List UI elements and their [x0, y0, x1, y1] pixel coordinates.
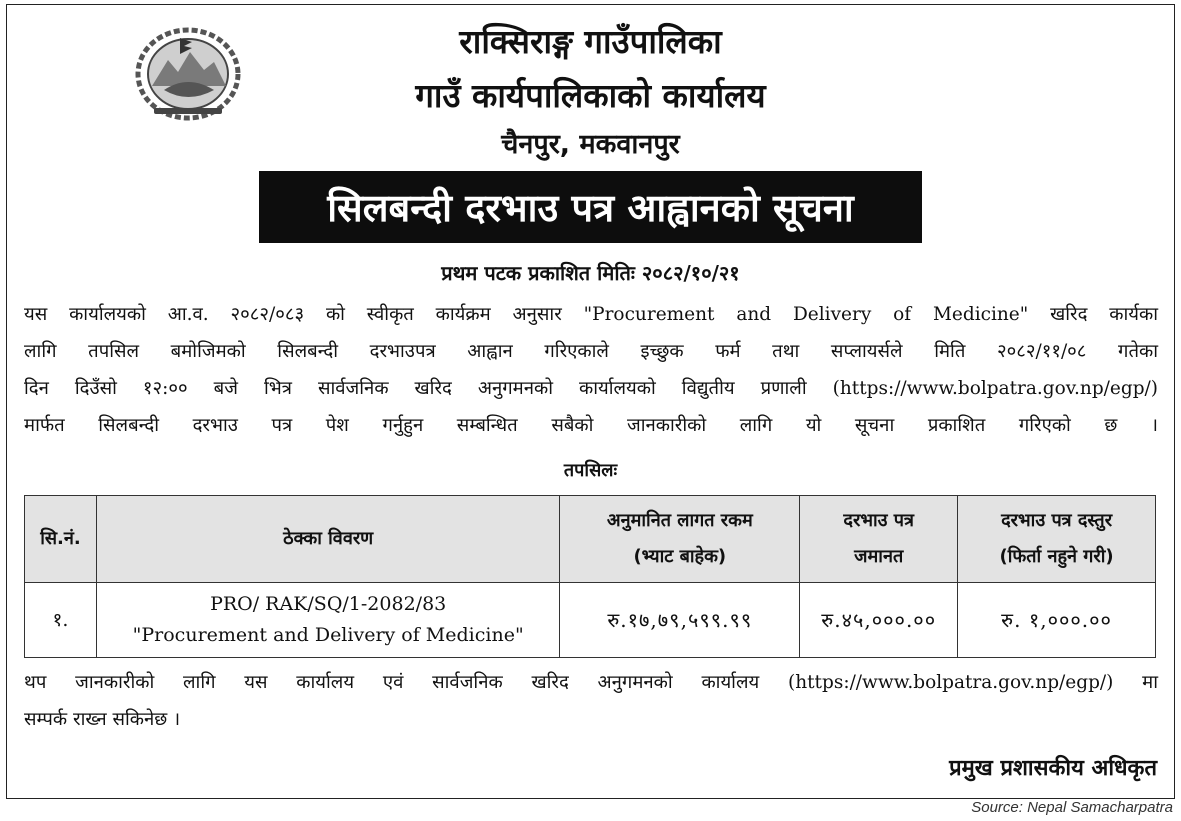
cell-bid-bond: रु.४५,०००.००	[800, 583, 958, 658]
cell-estimated-cost: रु.१७,७९,५९९.९९	[560, 583, 800, 658]
office-name: गाउँ कार्यपालिकाको कार्यालय	[415, 76, 766, 115]
intro-line: दिन दिउँसो १२:०० बजे भित्र सार्वजनिक खरिद अनुगमनको कार्यालयको विद्युतीय प्रणाली (https://www.bolpatra.gov.np/egp/)	[24, 378, 1158, 399]
contract-code: PRO/ RAK/SQ/1-2082/83	[210, 593, 447, 615]
contract-title: "Procurement and Delivery of Medicine"	[132, 624, 524, 646]
cell-sn: १.	[25, 583, 97, 658]
intro-line: यस कार्यालयको आ.व. २०८२/०८३ को स्वीकृत कार्यक्रम अनुसार "Procurement and Delivery of Medicine" खरिद कार्यका	[24, 304, 1158, 325]
footer-paragraph	[24, 664, 1158, 738]
cell-description	[96, 583, 559, 658]
publish-date: प्रथम पटक प्रकाशित मितिः २०८२/१०/२१	[441, 261, 740, 285]
header-bid-fee	[958, 496, 1156, 583]
signatory-title: प्रमुख प्रशासकीय अधिकृत	[949, 756, 1157, 781]
header-fee-line1: दरभाउ पत्र दस्तुर	[1001, 510, 1113, 531]
office-address: चैनपुर, मकवानपुर	[501, 129, 680, 160]
source-credit: Source: Nepal Samacharpatra	[971, 799, 1173, 816]
intro-paragraph	[24, 296, 1158, 444]
notice-title: सिलबन्दी दरभाउ पत्र आह्वानको सूचना	[327, 186, 854, 230]
table-row	[25, 583, 1156, 658]
header-bond-line1: दरभाउ पत्र	[843, 510, 914, 531]
header-fee-line2: (फिर्ता नहुने गरी)	[999, 546, 1114, 567]
footer-line: थप जानकारीको लागि यस कार्यालय एवं सार्वजनिक खरिद अनुगमनको कार्यालय (https://www.bolpatra.gov.np/egp/) मा	[24, 672, 1158, 693]
table-header-row	[25, 496, 1156, 583]
header-estimated-cost	[560, 496, 800, 583]
header-bid-bond	[800, 496, 958, 583]
header-description: ठेक्का विवरण	[96, 496, 559, 583]
municipality-name: राक्सिराङ्ग गाउँपालिका	[459, 22, 722, 61]
intro-line: लागि तपसिल बमोजिमको सिलबन्दी दरभाउपत्र आह्वान गरिएकाले इच्छुक फर्म तथा सप्लायर्सले मिति २०८२/११/०८ गतेका	[24, 341, 1158, 362]
cell-bid-fee: रु. १,०००.००	[958, 583, 1156, 658]
header-bond-line2: जमानत	[854, 546, 904, 567]
header-cost-line1: अनुमानित लागत रकम	[606, 510, 753, 531]
intro-line: मार्फत सिलबन्दी दरभाउ पत्र पेश गर्नुहुन सम्बन्धित सबैको जानकारीको लागि यो सूचना प्रकाशित गरिएको छ ।	[24, 415, 1158, 436]
schedule-label: तपसिलः	[563, 460, 618, 481]
footer-line: सम्पर्क राख्न सकिनेछ ।	[24, 709, 181, 730]
header-sn: सि.नं.	[25, 496, 97, 583]
header-cost-line2: (भ्याट बाहेक)	[633, 546, 727, 567]
notice-title-banner	[259, 171, 922, 243]
bid-table	[24, 495, 1156, 658]
